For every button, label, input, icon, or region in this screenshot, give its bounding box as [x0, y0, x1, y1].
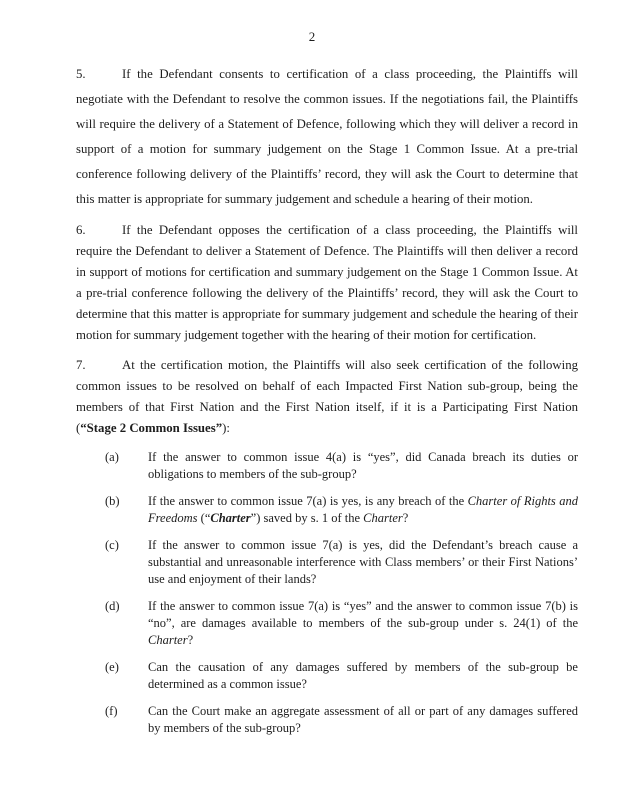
paragraph-list — [76, 62, 578, 439]
text-run: If the answer to common issue 7(a) is “yes” and the answer to common issue 7(b) is “no”, are damages available to members of the sub-group under s. 24(1) of the — [148, 599, 578, 630]
list-item-text — [148, 450, 578, 481]
text-run: If the Defendant opposes the certification of a class proceeding, the Plaintiffs will require the Defendant to deliver a Statement of Defence. The Plaintiffs will then deliver a record in support of motions for certification and summary judgement on the Stage 1 Common Issue. At a pre-trial conference following the delivery of the Plaintiffs’ record, they will ask the Court to determine that this matter is appropriate for summary judgement and schedule the hearing of their motion for summary judgement together with the hearing of their motion for certification. — [76, 223, 578, 342]
text-run: Can the Court make an aggregate assessment of all or part of any damages suffered by members of the sub-group? — [148, 704, 578, 735]
text-run: If the Defendant consents to certification of a class proceeding, the Plaintiffs will negotiate with the Defendant to resolve the common issues. If the negotiations fail, the Plaintiffs will require the delivery of a Statement of Defence, following which they will deliver a record in support of a motion for summary judgement on the Stage 1 Common Issue. At a pre-trial conference following delivery of the Plaintiffs’ record, they will ask the Court to determine that this matter is appropriate for summary judgement and schedule a hearing of their motion. — [76, 67, 578, 206]
text-run: If the answer to common issue 4(a) is “yes”, did Canada breach its duties or obligations to members of the sub-group? — [148, 450, 578, 481]
list-item — [76, 703, 578, 737]
paragraph-text — [76, 67, 578, 206]
text-run: (“ — [197, 511, 211, 525]
paragraph-number: 5. — [76, 67, 86, 81]
page-number: 2 — [308, 29, 316, 44]
text-run: ? — [402, 511, 409, 525]
list-item — [76, 493, 578, 527]
list-item-text — [148, 599, 578, 647]
common-issues-list — [76, 449, 578, 737]
list-item-text — [148, 538, 578, 586]
paragraph — [76, 355, 578, 439]
paragraph-text — [76, 223, 578, 342]
paragraph-number: 7. — [76, 358, 86, 372]
paragraph — [76, 220, 578, 346]
list-item — [76, 659, 578, 693]
list-item — [76, 537, 578, 588]
list-item-text — [148, 494, 578, 525]
list-item-text — [148, 660, 578, 691]
text-run: Charter of Rights and Freedoms — [148, 494, 578, 525]
text-run: If the answer to common issue 7(a) is yes, did the Defendant’s breach cause a substantial and unreasonable interference with Class members’ or their First Nations’ use and enjoyment of their lands? — [148, 538, 578, 586]
text-run: If the answer to common issue 7(a) is yes, is any breach of the — [148, 494, 468, 508]
list-item-label: (c) — [105, 538, 119, 552]
paragraph-number: 6. — [76, 223, 86, 237]
list-item — [76, 598, 578, 649]
text-run: Charter — [210, 511, 251, 525]
text-run: “Stage 2 Common Issues” — [80, 421, 223, 435]
text-run: Can the causation of any damages suffered by members of the sub-group be determined as a common issue? — [148, 660, 578, 691]
list-item-label: (b) — [105, 494, 120, 508]
text-run: Charter — [363, 511, 403, 525]
text-run: ): — [222, 421, 230, 435]
text-run: Charter — [148, 633, 188, 647]
list-item-text — [148, 704, 578, 735]
paragraph-text — [76, 358, 578, 435]
text-run: At the certification motion, the Plaintiffs will also seek certification of the following common issues to be resolved on behalf of each Impacted First Nation sub-group, being the members of that First Nation and the First Nation itself, if it is a Participating First Nation ( — [76, 358, 578, 435]
list-item-label: (e) — [105, 660, 119, 674]
list-item-label: (d) — [105, 599, 120, 613]
text-run: ? — [187, 633, 194, 647]
text-run: ”) saved by s. 1 of the — [250, 511, 364, 525]
list-item-label: (a) — [105, 450, 119, 464]
list-item-label: (f) — [105, 704, 118, 718]
list-item — [76, 449, 578, 483]
paragraph — [76, 62, 578, 212]
